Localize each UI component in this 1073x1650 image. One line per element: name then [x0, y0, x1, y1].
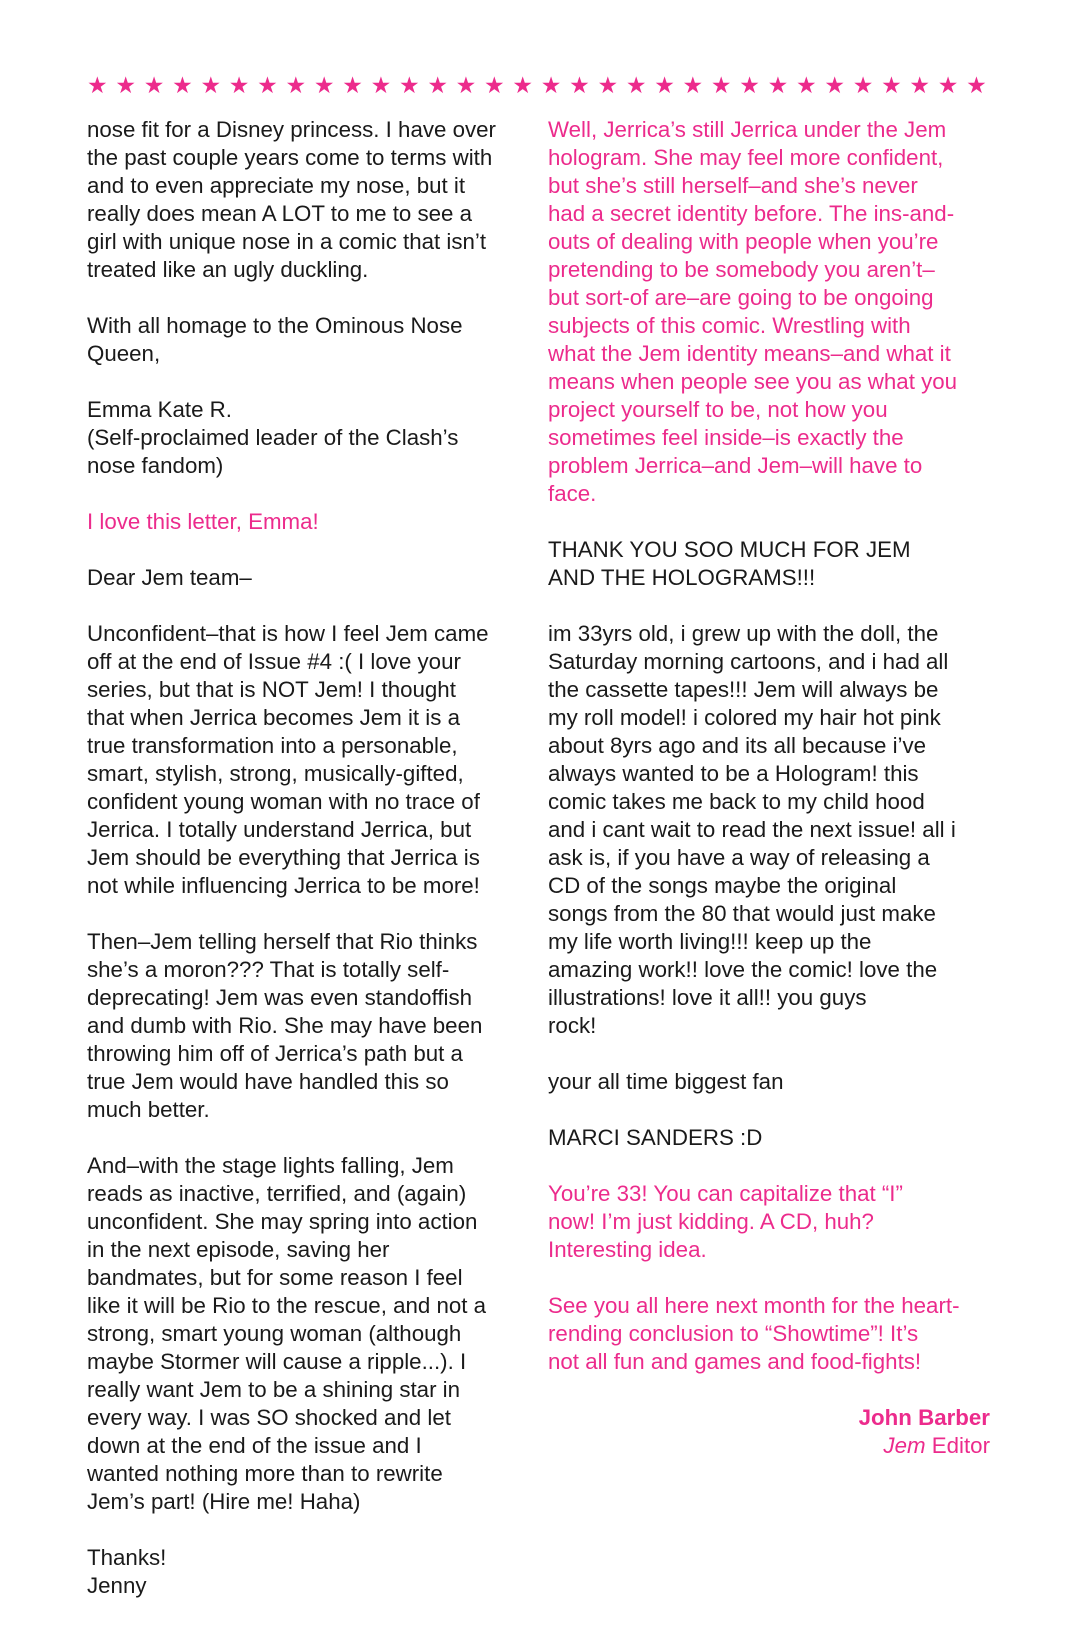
letter-paragraph: your all time biggest fan: [548, 1069, 784, 1094]
star-icon: ★: [115, 72, 136, 98]
letter-paragraph: THANK YOU SOO MUCH FOR JEM AND THE HOLOGRAMS!!!: [548, 537, 911, 590]
letter-paragraph: im 33yrs old, i grew up with the doll, the Saturday morning cartoons, and i had all the cassette tapes!!! Jem will always be my roll model! i colored my hair hot pink about 8yrs ago and its all because i’ve always wanted to be a Hologram! this comic takes me back to my child hood and i cant wait to read the next issue! all i ask is, if you have a way of releasing a CD of the songs maybe the original songs from the 80 that would just make my life worth living!!! keep up the amazing work!! love the comic! love the illustrations! love it all!! you guys rock!: [548, 621, 956, 1038]
right-column: [548, 116, 990, 1460]
star-icon: ★: [427, 72, 448, 98]
star-icon: ★: [313, 72, 335, 98]
editor-response-paragraph: Well, Jerrica’s still Jerrica under the Jem hologram. She may feel more confident, but she’s still herself–and she’s never had a secret identity before. The ins-and- outs of dealing with people when you’re pretending to be somebody you aren’t– but sort-of are–are going to be ongoing subjects of this comic. Wrestling with what the Jem identity means–and what it means when people see you as what you project yourself to be, not how you sometimes feel inside–is exactly the problem Jerrica–and Jem–will have to face.: [548, 117, 958, 506]
editor-title-publication: Jem: [883, 1433, 926, 1458]
star-icon: ★: [597, 72, 619, 98]
star-icon: ★: [710, 72, 732, 98]
star-icon: ★: [937, 72, 959, 98]
star-icon: ★: [87, 72, 108, 98]
star-icon: ★: [285, 72, 307, 98]
star-icon: ★: [569, 72, 590, 98]
star-icon: ★: [909, 72, 931, 98]
star-icon: ★: [739, 72, 760, 98]
letter-paragraph: Unconfident–that is how I feel Jem came off at the end of Issue #4 :( I love your series, but that is NOT Jem! I thought that when Jerrica becomes Jem it is a true transformation into a personable, smart, stylish, strong, musically-gifted, confident young woman with no trace of Jerrica. I totally understand Jerrica, but Jem should be everything that Jerrica is not while influencing Jerrica to be more!: [87, 621, 489, 898]
star-icon: ★: [512, 72, 534, 98]
star-icon: ★: [654, 72, 675, 98]
star-icon: ★: [824, 72, 845, 98]
letter-paragraph: Then–Jem telling herself that Rio thinks she’s a moron??? That is totally self- deprecating! Jem was even standoffish and dumb with Rio. She may have been throwing him off of Jerrica’s path but a true Jem would have handled this so much better.: [87, 929, 483, 1122]
letter-paragraph: And–with the stage lights falling, Jem reads as inactive, terrified, and (again) unconfident. She may spring into action in the next episode, saving her bandmates, but for some reason I feel like it will be Rio to the rescue, and not a strong, smart young woman (although maybe Stormer will cause a ripple...). I really want Jem to be a shining star in every way. I was SO shocked and let down at the end of the issue and I wanted nothing more than to rewrite Jem’s part! (Hire me! Haha): [87, 1153, 487, 1514]
star-icon: ★: [398, 72, 420, 98]
star-icon: ★: [795, 72, 817, 98]
star-icon: ★: [143, 72, 165, 98]
star-icon: ★: [966, 72, 987, 98]
letter-paragraph: Thanks! Jenny: [87, 1545, 167, 1598]
star-divider: [87, 72, 987, 98]
star-icon: ★: [228, 72, 250, 98]
star-icon: ★: [257, 72, 278, 98]
star-icon: ★: [881, 72, 902, 98]
star-icon: ★: [852, 72, 874, 98]
editor-name: John Barber: [858, 1405, 990, 1430]
letter-paragraph: Emma Kate R. (Self-proclaimed leader of the Clash’s nose fandom): [87, 397, 459, 478]
star-icon: ★: [370, 72, 392, 98]
letter-paragraph: nose fit for a Disney princess. I have over the past couple years come to terms with and to even appreciate my nose, but it really does mean A LOT to me to see a girl with unique nose in a comic that isn’t treated like an ugly duckling.: [87, 117, 496, 282]
editor-response-paragraph: See you all here next month for the heart- rending conclusion to “Showtime”! It’s not all fun and games and food-fights!: [548, 1293, 960, 1374]
star-icon: ★: [625, 72, 647, 98]
star-icon: ★: [455, 72, 477, 98]
star-icon: ★: [682, 72, 704, 98]
star-icon: ★: [767, 72, 789, 98]
left-column: [87, 116, 527, 1628]
star-icon: ★: [540, 72, 562, 98]
editor-response-paragraph: You’re 33! You can capitalize that “I” now! I’m just kidding. A CD, huh? Interesting idea.: [548, 1181, 903, 1262]
editor-title: [548, 1432, 990, 1460]
editor-response-paragraph: I love this letter, Emma!: [87, 509, 319, 534]
star-icon: ★: [342, 72, 363, 98]
star-icon: ★: [172, 72, 193, 98]
star-icon: ★: [484, 72, 505, 98]
star-icon: ★: [200, 72, 222, 98]
editor-title-role: Editor: [925, 1433, 990, 1458]
editor-signature: [548, 1404, 990, 1460]
letter-paragraph: Dear Jem team–: [87, 565, 252, 590]
letter-paragraph: MARCI SANDERS :D: [548, 1125, 763, 1150]
letter-paragraph: With all homage to the Ominous Nose Queen,: [87, 313, 463, 366]
